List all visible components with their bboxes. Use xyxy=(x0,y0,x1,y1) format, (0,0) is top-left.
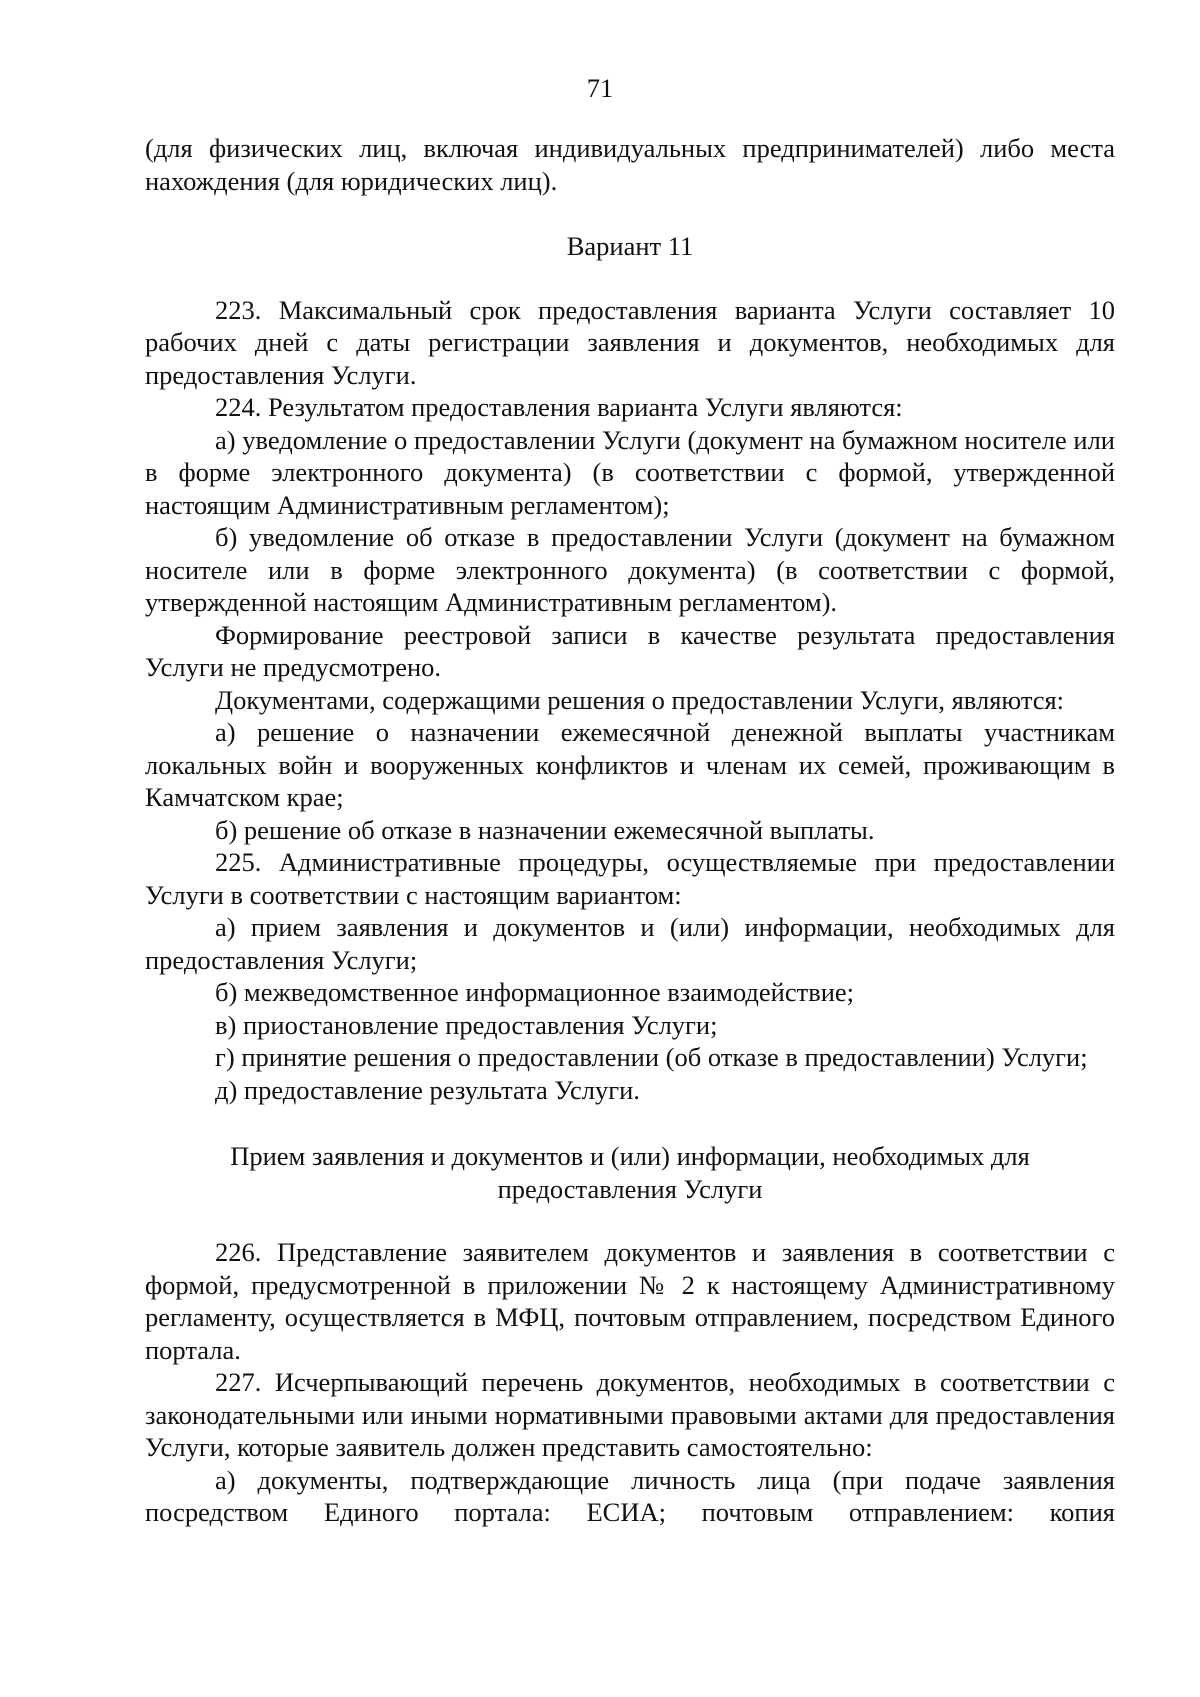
document-body xyxy=(145,132,1115,1529)
paragraph-223: 223. Максимальный срок предоставления варианта Услуги составляет 10 рабочих дней с даты регистрации заявления и документов, необходимых для предоставления Услуги. xyxy=(145,294,1115,390)
paragraph-225-c: в) приостановление предоставления Услуги; xyxy=(215,1009,718,1040)
paragraph-225: 225. Административные процедуры, осуществляемые при предоставлении Услуги в соответствии с настоящим вариантом: xyxy=(145,847,1115,910)
paragraph-documents-a: а) решение о назначении ежемесячной денежной выплаты участникам локальных войн и вооруженных конфликтов и членам их семей, проживающим в Камчатском крае; xyxy=(145,717,1115,812)
paragraph-224-a: а) уведомление о предоставлении Услуги (документ на бумажном носителе или в форме электронного документа) (в соответствии с формой, утвержденной настоящим Административным регламентом); xyxy=(145,424,1115,520)
paragraph-224-b: б) уведомление об отказе в предоставлении Услуги (документ на бумажном носителе или в форме электронного документа) (в соответствии с формой, утвержденной настоящим Административным регламентом). xyxy=(145,522,1115,617)
paragraph-documents: Документами, содержащими решения о предоставлении Услуги, являются: xyxy=(215,684,1065,715)
paragraph-225-e: д) предоставление результата Услуги. xyxy=(215,1074,640,1105)
paragraph-documents-b: б) решение об отказе в назначении ежемесячной выплаты. xyxy=(215,814,875,845)
intro-line-1: (для физических лиц, включая индивидуальных предпринимателей) либо места xyxy=(145,133,1115,163)
paragraph-225-a: а) прием заявления и документов и (или) информации, необходимых для предоставления Услуги; xyxy=(145,912,1115,975)
section-heading-line-1: Прием заявления и документов и (или) информации, необходимых для xyxy=(230,1141,1030,1171)
paragraph-225-d: г) принятие решения о предоставлении (об отказе в предоставлении) Услуги; xyxy=(215,1042,1088,1072)
page-number: 71 xyxy=(586,73,614,103)
section-heading-line-2: предоставления Услуги xyxy=(497,1173,763,1204)
intro-line-2: нахождения (для юридических лиц). xyxy=(145,165,558,196)
paragraph-227: 227. Исчерпывающий перечень документов, необходимых в соответствии с законодательными или иными нормативными правовыми актами для предоставления Услуги, которые заявитель должен представить самостоятельно: xyxy=(145,1367,1115,1462)
paragraph-225-b: б) межведомственное информационное взаимодействие; xyxy=(215,977,855,1007)
paragraph-registry: Формирование реестровой записи в качестве результата предоставления Услуги не предусмотрено. xyxy=(145,619,1115,682)
paragraph-224: 224. Результатом предоставления варианта Услуги являются: xyxy=(215,392,903,422)
variant-heading: Вариант 11 xyxy=(566,231,694,261)
paragraph-227-a: а) документы, подтверждающие личность лица (при подаче заявления посредством Единого портала: ЕСИА; почтовым отправлением: копия xyxy=(145,1464,1115,1527)
paragraph-226: 226. Представление заявителем документов и заявления в соответствии с формой, предусмотренной в приложении № 2 к настоящему Административному регламенту, осуществляется в МФЦ, почтовым отправлением, посредством Единого портала. xyxy=(145,1237,1115,1365)
